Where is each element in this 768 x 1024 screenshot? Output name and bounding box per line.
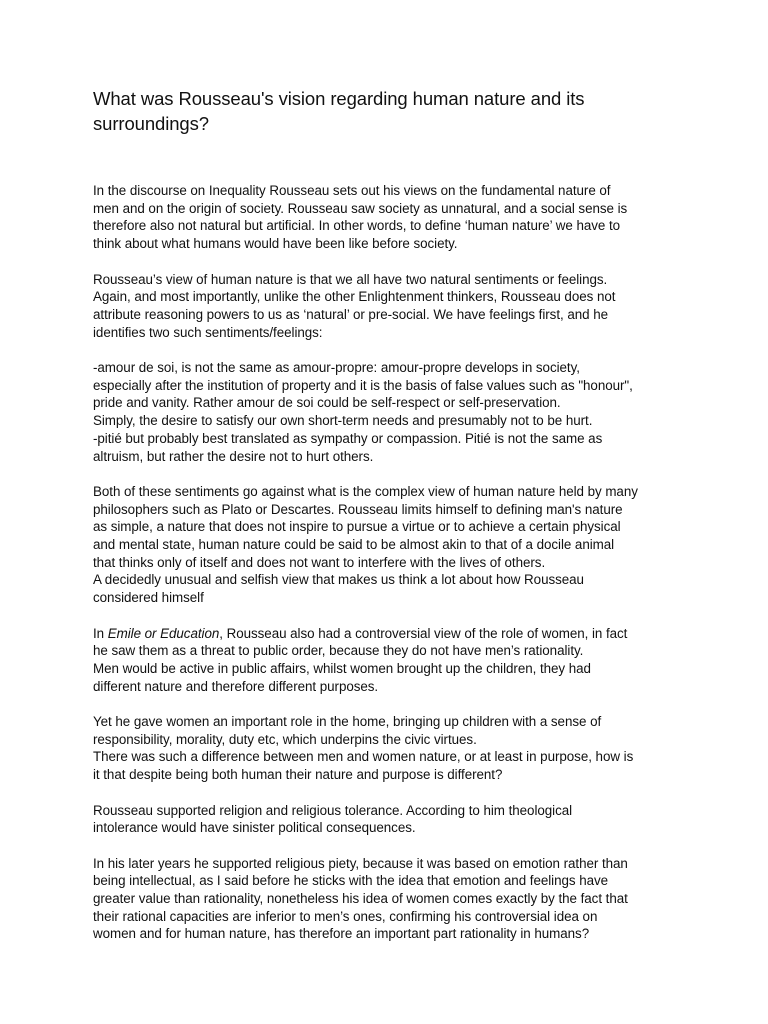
text-line: men and on the origin of society. Rousseau saw society as unnatural, and a social sense is (93, 200, 628, 216)
paragraph-women-home-role (93, 713, 683, 784)
text-line: being intellectual, as I said before he sticks with the idea that emotion and feelings have (93, 873, 609, 889)
paragraph-religious-tolerance (93, 802, 683, 837)
text-line: In the discourse on Inequality Rousseau sets out his views on the fundamental nature of (93, 183, 611, 198)
text-line: attribute reasoning powers to us as ‘natural’ or pre-social. We have feelings first, and he (93, 306, 608, 322)
text-line: identifies two such sentiments/feelings: (93, 324, 323, 340)
text-line: it that despite being both human their nature and purpose is different? (93, 767, 503, 783)
paragraph-complex-view (93, 483, 683, 607)
text-segment: In (93, 625, 108, 641)
text-line: A decidedly unusual and selfish view that makes us think a lot about how Rousseau (93, 572, 584, 588)
text-line: women and for human nature, has therefore an important part rationality in humans? (93, 926, 590, 942)
text-line: considered himself (93, 590, 204, 606)
text-line: he saw them as a threat to public order, because they do not have men’s rationality. (93, 643, 584, 659)
text-line: their rational capacities are inferior to men’s ones, confirming his controversial idea on (93, 908, 598, 924)
text-line: -pitié but probably best translated as sympathy or compassion. Pitié is not the same as (93, 430, 603, 446)
text-line: In his later years he supported religious piety, because it was based on emotion rather than (93, 855, 628, 871)
book-title-italic: Emile or Education (107, 625, 220, 641)
text-line: There was such a difference between men and women nature, or at least in purpose, how is (93, 749, 634, 765)
text-line: as simple, a nature that does not inspire to pursue a virtue or to achieve a certain physical (93, 519, 621, 535)
text-line: Again, and most importantly, unlike the other Enlightenment thinkers, Rousseau does not (93, 289, 616, 305)
text-line: -amour de soi, is not the same as amour-propre: amour-propre develops in society, (93, 360, 580, 375)
title-line: surroundings? (93, 113, 209, 134)
text-line: especially after the institution of property and it is the basis of false values such as "honour", (93, 377, 633, 393)
paragraph-natural-sentiments (93, 271, 683, 342)
text-line: pride and vanity. Rather amour de soi could be self-respect or self-preservation. (93, 395, 561, 411)
paragraph-religious-piety (93, 855, 683, 944)
text-line (93, 625, 683, 643)
paragraph-amour-de-soi (93, 359, 683, 465)
text-line: Both of these sentiments go against what is the complex view of human nature held by many (93, 483, 638, 499)
paragraph-inequality-discourse (93, 182, 683, 253)
text-line: intolerance would have sinister political consequences. (93, 820, 416, 836)
document-title (93, 86, 683, 136)
text-segment: , Rousseau also had a controversial view of the role of women, in fact (219, 625, 628, 641)
text-line: different nature and therefore different purposes. (93, 678, 379, 694)
text-line: Yet he gave women an important role in the home, bringing up children with a sense of (93, 714, 602, 730)
text-line: greater value than rationality, nonetheless his idea of women comes exactly by the fact that (93, 891, 628, 907)
text-line: therefore also not natural but artificial. In other words, to define ‘human nature’ we have to (93, 218, 621, 234)
text-line: and mental state, human nature could be said to be almost akin to that of a docile animal (93, 537, 615, 553)
text-line: Rousseau’s view of human nature is that we all have two natural sentiments or feelings. (93, 271, 608, 287)
document-page (93, 86, 683, 961)
text-line: Rousseau supported religion and religious tolerance. According to him theological (93, 802, 573, 818)
paragraph-emile-women (93, 625, 683, 696)
title-line: What was Rousseau's vision regarding human nature and its (93, 88, 585, 109)
text-line: Men would be active in public affairs, whilst women brought up the children, they had (93, 660, 591, 676)
text-line: responsibility, morality, duty etc, which underpins the civic virtues. (93, 731, 477, 747)
text-line: altruism, but rather the desire not to hurt others. (93, 448, 374, 464)
text-line: philosophers such as Plato or Descartes. Rousseau limits himself to defining man's nature (93, 501, 623, 517)
text-line: Simply, the desire to satisfy our own short-term needs and presumably not to be hurt. (93, 413, 593, 429)
text-line: think about what humans would have been like before society. (93, 236, 458, 252)
text-line: that thinks only of itself and does not want to interfere with the lives of others. (93, 554, 546, 570)
